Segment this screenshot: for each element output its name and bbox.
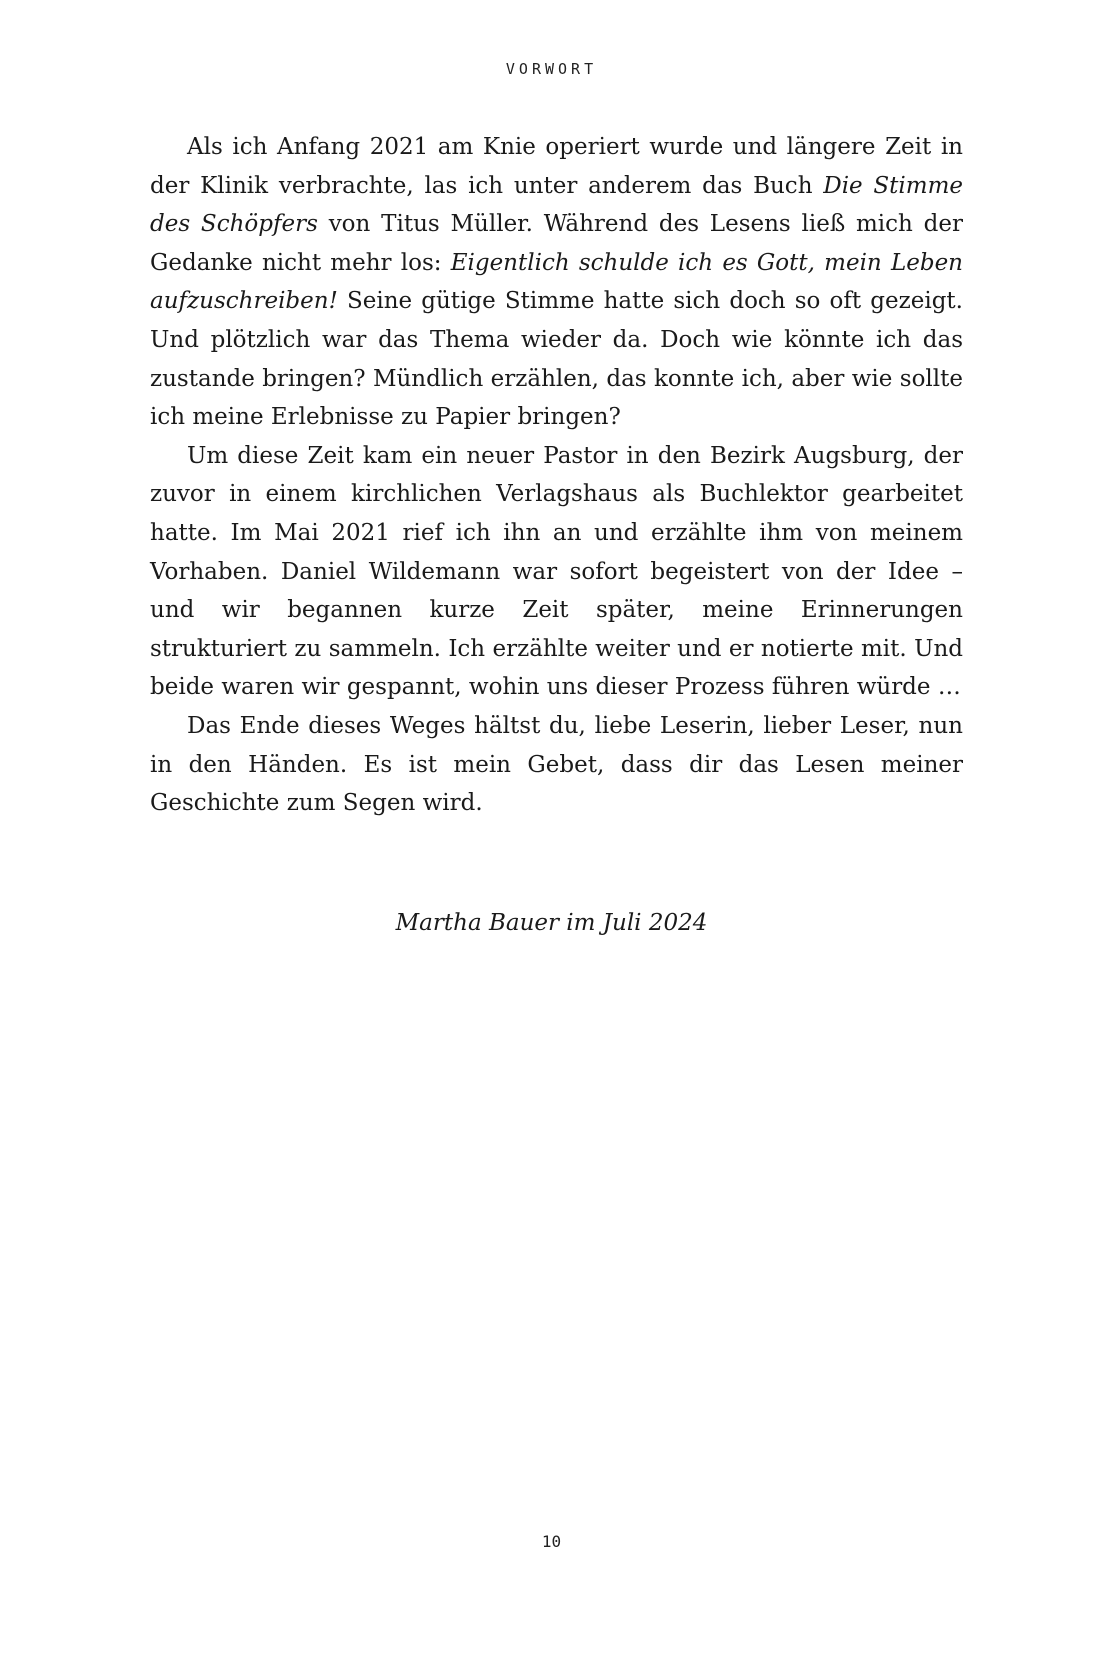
paragraph-2 (150, 437, 963, 707)
body-text (150, 128, 963, 823)
paragraph-1-segment: Als ich Anfang 2021 am Knie operiert wurde und längere Zeit in der Klinik verbrachte, las ich unter anderem das Buch (150, 134, 963, 199)
thought-italic: Eigentlich schulde ich es Gott, mein Leben aufzuschreiben! (150, 249, 963, 315)
signature: Martha Bauer im Juli 2024 (395, 910, 708, 936)
paragraph-3-segment: Das Ende dieses Weges hältst du, liebe Leserin, lieber Leser, nun in den Händen. Es ist mein Gebet, dass dir das Lesen meiner Geschichte zum Segen wird. (150, 712, 963, 817)
paragraph-1-segment: von Titus Müller. Während des Lesens ließ mich der Gedanke nicht mehr los: (150, 211, 963, 276)
paragraph-1 (150, 128, 963, 437)
page-number: 10 (541, 1532, 562, 1551)
paragraph-1-segment: Seine gütige Stimme hatte sich doch so oft gezeigt. Und plötzlich war das Thema wieder da. Doch wie könnte ich das zustande bringen? Mündlich erzählen, das konnte ich, aber wie sollte ich meine Erlebnisse zu Papier bringen? (150, 288, 963, 431)
paragraph-3 (150, 707, 963, 823)
book-title-italic: Die Stimme des Schöpfers (150, 172, 963, 238)
running-head: VORWORT (505, 60, 598, 78)
paragraph-2-segment: Um diese Zeit kam ein neuer Pastor in den Bezirk Augsburg, der zuvor in einem kirchlichen Verlagshaus als Buchlektor gearbeitet hatte. Im Mai 2021 rief ich ihn an und erzählte ihm von meinem Vorhaben. Daniel Wildemann war sofort begeistert von der Idee – und wir begannen kurze Zeit später, meine Erinnerungen strukturiert zu sammeln. Ich erzählte weiter und er notierte mit. Und beide waren wir gespannt, wohin uns dieser Prozess führen würde … (150, 442, 963, 701)
